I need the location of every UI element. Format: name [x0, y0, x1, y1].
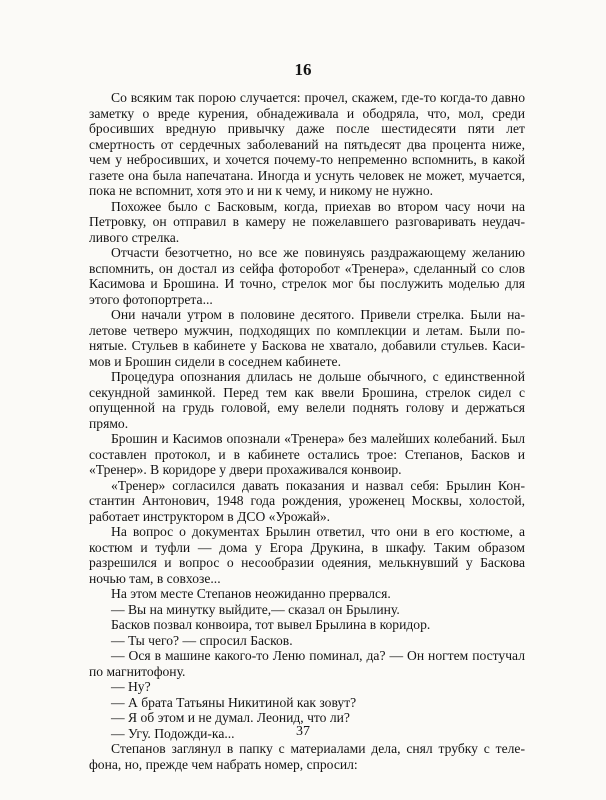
paragraph: «Тренер» согласился давать показания и назвал себя: Брылин Константин Антонович, 1948 года рождения, уроженец Москвы, холостой, работает инструктором в ДСО «Урожай». [89, 477, 525, 524]
chapter-number: 16 [294, 60, 312, 79]
paragraph: Степанов заглянул в папку с материалами дела, снял трубку с телефона, но, прежде чем набрать номер, спросил: [89, 741, 525, 772]
dialogue-line: — Ты чего? — спросил Басков. [111, 632, 293, 648]
dialogue-line: — А брата Татьяны Никитиной как зовут? [111, 694, 357, 710]
paragraph: На этом месте Степанов неожиданно прервался. [111, 586, 391, 601]
paragraph: Брошин и Касимов опознали «Тренера» без малейших колебаний. Был составлен протокол, и в кабинете остались трое: Степанов, Басков и «Тренер». В коридоре у двери прохаживался конвоир. [89, 431, 525, 477]
paragraph: Процедура опознания длилась не дольше обычного, с единственной секундной заминкой. Перед тем как ввели Брошина, стрелок сидел с опущенной на грудь головой, ему велели поднять голову и держаться прямо. [89, 369, 525, 431]
dialogue-line: — Ося в машине какого-то Леню поминал, да? — Он ногтем постучал по магнитофону. [89, 648, 525, 679]
page-number: 37 [296, 724, 310, 739]
dialogue-line: — Я об этом и не думал. Леонид, что ли? [111, 710, 350, 725]
paragraph: На вопрос о документах Брылин ответил, что они в его костюме, а костюм и туфли — дома у Егора Друкина, в шкафу. Таким образом разрешился и вопрос о несообразии одеяния, мелькнувший у Баскова ночью там, в совхозе... [89, 524, 525, 586]
dialogue-line: — Ну? [111, 679, 151, 694]
paragraph: Со всяким так порою случается: прочел, скажем, где-то когда-то давно заметку о вреде курения, обнадеживала и ободряла, что, мол, среди бросивших вредную привычку даже после шестидесяти пяти лет смертность от сердечных заболеваний на пятьдесят два процента ниже, чем у небросивших, и хочется почему-то непременно вспомнить, в какой газете она была напечатана. Иногда и уснуть человек не может, мучается, пока не вспомнит, хотя это и ни к чему, и никому не нужно. [89, 90, 525, 198]
paragraph: Басков позвал конвоира, тот вывел Брылина в коридор. [111, 617, 431, 632]
paragraph: Похожее было с Басковым, когда, приехав во втором часу ночи на Петровку, он отправил в камеру не пожелавшего разговаривать неудачливого стрелка. [89, 198, 525, 245]
dialogue-line: — Угу. Подожди-ка... [111, 725, 235, 741]
body-text [89, 90, 525, 772]
dialogue-line: — Вы на минутку выйдите,— сказал он Брылину. [111, 601, 400, 617]
paragraph: Отчасти безотчетно, но все же повинуясь раздражающему желанию вспомнить, он достал из сейфа фоторобот «Тренера», сделанный со слов Касимова и Брошина. И точно, стрелок мог бы послужить моделью для этого фотопортрета... [89, 245, 525, 307]
paragraph: Они начали утром в половине десятого. Привели стрелка. Были налетове четверо мужчин, подходящих по комплекции и летам. Были понятые. Стульев в кабинете у Баскова не хватало, добавили стульев. Касимов и Брошин сидели в соседнем кабинете. [89, 307, 525, 369]
